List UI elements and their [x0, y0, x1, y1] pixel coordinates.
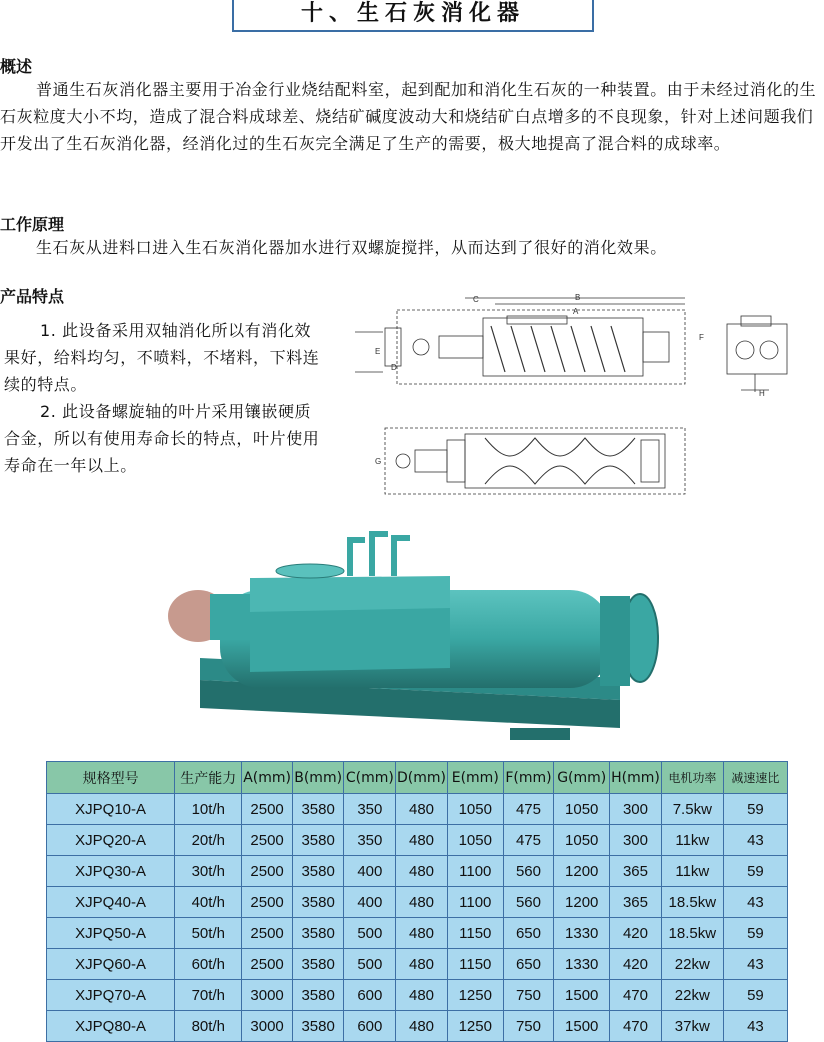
principle-text: 生石灰从进料口进入生石灰消化器加水进行双螺旋搅拌，从而达到了很好的消化效果。	[36, 238, 667, 257]
table-header-row	[47, 762, 788, 794]
table-cell: 600	[344, 980, 396, 1011]
header-g: G(mm)	[554, 762, 610, 794]
table-cell: XJPQ60-A	[47, 949, 175, 980]
table-cell: 59	[723, 794, 787, 825]
table-cell: 30t/h	[175, 856, 242, 887]
table-cell: 1250	[447, 980, 503, 1011]
table-cell: 300	[610, 825, 662, 856]
label-a: A	[573, 307, 579, 316]
overview-heading: 概述	[0, 57, 33, 76]
table-cell: 1050	[554, 825, 610, 856]
table-cell: 50t/h	[175, 918, 242, 949]
header-e: E(mm)	[447, 762, 503, 794]
table-cell: 350	[344, 794, 396, 825]
table-cell: 2500	[242, 918, 292, 949]
table-cell: 3580	[292, 794, 344, 825]
table-cell: 70t/h	[175, 980, 242, 1011]
table-row	[47, 918, 788, 949]
table-cell: 1150	[447, 918, 503, 949]
machine-photo	[160, 528, 680, 750]
table-cell: 1100	[447, 856, 503, 887]
table-cell: 59	[723, 918, 787, 949]
table-cell: 480	[396, 825, 448, 856]
table-cell: 1500	[554, 1011, 610, 1042]
table-cell: 11kw	[661, 825, 723, 856]
table-cell: XJPQ20-A	[47, 825, 175, 856]
table-cell: 480	[396, 918, 448, 949]
table-row	[47, 825, 788, 856]
table-row	[47, 980, 788, 1011]
table-cell: XJPQ40-A	[47, 887, 175, 918]
table-cell: 480	[396, 794, 448, 825]
table-cell: 650	[503, 918, 554, 949]
table-cell: 400	[344, 887, 396, 918]
label-g: G	[375, 457, 382, 466]
table-cell: 470	[610, 1011, 662, 1042]
table-cell: 300	[610, 794, 662, 825]
header-motor-power: 电机功率	[661, 762, 723, 794]
table-cell: XJPQ70-A	[47, 980, 175, 1011]
table-cell: 420	[610, 949, 662, 980]
table-cell: 650	[503, 949, 554, 980]
page-title: 十、生石灰消化器	[300, 1, 525, 26]
table-cell: 1250	[447, 1011, 503, 1042]
table-cell: 43	[723, 1011, 787, 1042]
table-cell: 43	[723, 887, 787, 918]
table-cell: 480	[396, 1011, 448, 1042]
table-cell: 1200	[554, 887, 610, 918]
table-cell: 1150	[447, 949, 503, 980]
table-cell: 20t/h	[175, 825, 242, 856]
header-c: C(mm)	[344, 762, 396, 794]
label-c: C	[473, 295, 479, 304]
table-cell: 475	[503, 825, 554, 856]
label-d: D	[391, 363, 397, 372]
table-cell: 480	[396, 887, 448, 918]
table-cell: 18.5kw	[661, 887, 723, 918]
table-cell: 2500	[242, 887, 292, 918]
table-cell: 59	[723, 856, 787, 887]
table-cell: 750	[503, 1011, 554, 1042]
header-capacity: 生产能力	[175, 762, 242, 794]
table-cell: 11kw	[661, 856, 723, 887]
table-cell: 10t/h	[175, 794, 242, 825]
header-model: 规格型号	[47, 762, 175, 794]
table-cell: 1100	[447, 887, 503, 918]
table-cell: 1200	[554, 856, 610, 887]
table-cell: 500	[344, 949, 396, 980]
table-cell: 37kw	[661, 1011, 723, 1042]
table-cell: 22kw	[661, 949, 723, 980]
header-d: D(mm)	[396, 762, 448, 794]
table-cell: 3000	[242, 1011, 292, 1042]
table-cell: 1330	[554, 949, 610, 980]
table-cell: 1330	[554, 918, 610, 949]
features-heading: 产品特点	[0, 287, 65, 306]
label-b: B	[575, 293, 581, 302]
table-row	[47, 856, 788, 887]
table-row	[47, 1011, 788, 1042]
table-cell: XJPQ80-A	[47, 1011, 175, 1042]
table-cell: 2500	[242, 825, 292, 856]
table-cell: 1050	[447, 825, 503, 856]
feature-item: 1. 此设备采用双轴消化所以有消化效果好，给料均匀，不喷料，不堵料，下料连续的特点。	[4, 321, 320, 394]
overview-paragraph	[0, 76, 824, 157]
table-cell: 3580	[292, 980, 344, 1011]
header-a: A(mm)	[242, 762, 292, 794]
table-cell: 365	[610, 856, 662, 887]
features-list	[4, 317, 320, 479]
table-cell: 350	[344, 825, 396, 856]
table-cell: 2500	[242, 949, 292, 980]
table-cell: 2500	[242, 856, 292, 887]
table-cell: 43	[723, 949, 787, 980]
feature-item: 2. 此设备螺旋轴的叶片采用镶嵌硬质合金，所以有使用寿命长的特点，叶片使用寿命在一年以上。	[4, 402, 320, 475]
table-cell: 18.5kw	[661, 918, 723, 949]
table-cell: 1500	[554, 980, 610, 1011]
table-cell: 3580	[292, 825, 344, 856]
table-cell: 60t/h	[175, 949, 242, 980]
table-cell: XJPQ30-A	[47, 856, 175, 887]
label-h: H	[759, 389, 765, 398]
table-cell: 420	[610, 918, 662, 949]
table-cell: 3580	[292, 949, 344, 980]
overview-text: 普通生石灰消化器主要用于冶金行业烧结配料室，起到配加和消化生石灰的一种装置。由于未经过消化的生石灰粒度大小不均，造成了混合料成球差、烧结矿碱度波动大和烧结矿白点增多的不良现象，针对上述问题我们开发出了生石灰消化器，经消化过的生石灰完全满足了生产的需要，极大地提高了混合料的成球率。	[0, 80, 817, 153]
header-b: B(mm)	[292, 762, 344, 794]
table-cell: 1050	[447, 794, 503, 825]
technical-drawing	[355, 292, 824, 502]
table-cell: 600	[344, 1011, 396, 1042]
table-cell: 365	[610, 887, 662, 918]
label-e: E	[375, 347, 381, 356]
table-row	[47, 794, 788, 825]
table-cell: 480	[396, 949, 448, 980]
table-cell: 400	[344, 856, 396, 887]
table-cell: 750	[503, 980, 554, 1011]
table-cell: 3580	[292, 887, 344, 918]
table-cell: 470	[610, 980, 662, 1011]
principle-paragraph	[0, 234, 824, 261]
table-cell: 1050	[554, 794, 610, 825]
table-cell: 560	[503, 887, 554, 918]
table-cell: 43	[723, 825, 787, 856]
table-body	[47, 794, 788, 1042]
table-cell: 3580	[292, 918, 344, 949]
principle-heading: 工作原理	[0, 215, 65, 234]
title-box	[232, 0, 594, 32]
table-cell: 3000	[242, 980, 292, 1011]
table-cell: 40t/h	[175, 887, 242, 918]
header-h: H(mm)	[610, 762, 662, 794]
table-cell: 2500	[242, 794, 292, 825]
table-cell: 22kw	[661, 980, 723, 1011]
table-cell: 3580	[292, 1011, 344, 1042]
table-cell: 7.5kw	[661, 794, 723, 825]
table-cell: 500	[344, 918, 396, 949]
table-row	[47, 887, 788, 918]
spec-table	[46, 761, 788, 1042]
table-cell: 480	[396, 856, 448, 887]
table-cell: 3580	[292, 856, 344, 887]
header-reduction-ratio: 减速速比	[723, 762, 787, 794]
table-cell: 475	[503, 794, 554, 825]
table-cell: XJPQ50-A	[47, 918, 175, 949]
table-row	[47, 949, 788, 980]
header-f: F(mm)	[503, 762, 554, 794]
table-cell: XJPQ10-A	[47, 794, 175, 825]
table-cell: 80t/h	[175, 1011, 242, 1042]
table-cell: 480	[396, 980, 448, 1011]
table-cell: 59	[723, 980, 787, 1011]
table-cell: 560	[503, 856, 554, 887]
label-f: F	[699, 333, 704, 342]
